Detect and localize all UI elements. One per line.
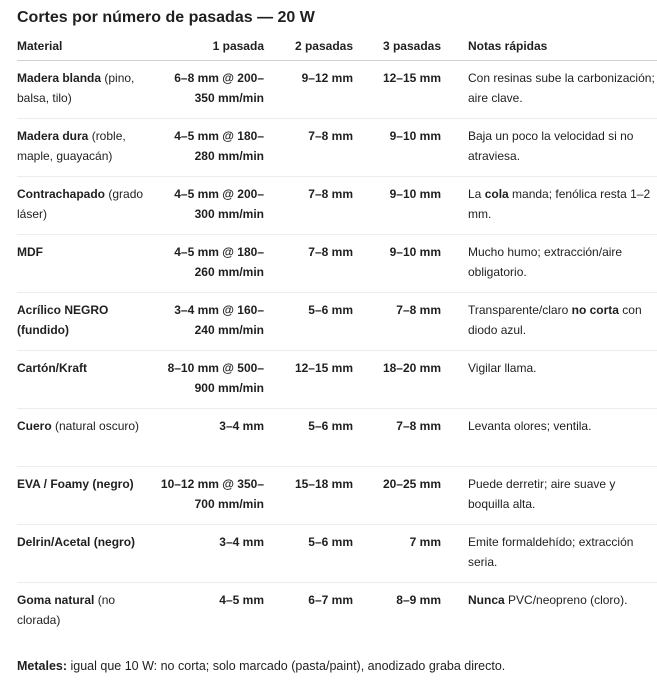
table-row — [17, 467, 657, 525]
cell-notes — [441, 351, 657, 409]
material-name: Contrachapado — [17, 187, 106, 201]
cell-material — [17, 293, 150, 351]
cell-pass1: 4–5 mm @ 200–300 mm/min — [150, 177, 264, 235]
header-material: Material — [17, 37, 150, 61]
table-row — [17, 525, 657, 583]
header-pass2: 2 pasadas — [264, 37, 353, 61]
cell-pass2: 5–6 mm — [264, 525, 353, 583]
material-name: Madera dura — [17, 129, 89, 143]
cell-notes — [441, 293, 657, 351]
notes-text: Puede derretir; aire suave y boquilla alta. — [468, 477, 616, 511]
cell-material — [17, 409, 150, 467]
cell-pass1: 6–8 mm @ 200–350 mm/min — [150, 61, 264, 119]
cell-pass3: 12–15 mm — [353, 61, 441, 119]
cell-pass3: 9–10 mm — [353, 119, 441, 177]
page-title: Cortes por número de pasadas — 20 W — [17, 9, 315, 26]
material-detail: (grado láser) — [17, 187, 144, 221]
material-name: Goma natural — [17, 593, 95, 607]
cell-pass2: 7–8 mm — [264, 119, 353, 177]
material-detail: (roble, maple, guayacán) — [17, 129, 126, 163]
cell-pass3: 18–20 mm — [353, 351, 441, 409]
notes-text: Transparente/claro — [468, 303, 572, 317]
cell-pass1: 8–10 mm @ 500–900 mm/min — [150, 351, 264, 409]
material-detail: (no clorada) — [17, 593, 116, 627]
table-body — [17, 61, 657, 641]
footer-text: igual que 10 W: no corta; solo marcado (pasta/paint), anodizado graba directo. — [67, 659, 506, 673]
cell-pass2: 5–6 mm — [264, 293, 353, 351]
table-row — [17, 235, 657, 293]
cell-pass2: 7–8 mm — [264, 235, 353, 293]
cell-pass3: 9–10 mm — [353, 177, 441, 235]
cell-pass1: 4–5 mm — [219, 593, 264, 607]
header-pass1: 1 pasada — [150, 37, 264, 61]
cell-pass2: 5–6 mm — [264, 409, 353, 467]
material-detail: (pino, balsa, tilo) — [17, 71, 135, 105]
cell-material — [17, 61, 150, 119]
cell-notes — [441, 583, 657, 641]
notes-emphasis: cola — [484, 187, 509, 201]
material-name: Madera blanda — [17, 71, 102, 85]
cell-notes — [441, 235, 657, 293]
document — [17, 0, 655, 687]
cell-pass2: 9–12 mm — [264, 61, 353, 119]
cell-pass3: 7–8 mm — [353, 293, 441, 351]
cell-pass1: 3–4 mm @ 160–240 mm/min — [150, 293, 264, 351]
cell-notes — [441, 409, 657, 467]
notes-emphasis: Nunca — [468, 593, 505, 607]
table-header-row — [17, 37, 657, 61]
cell-material — [17, 235, 150, 293]
table-row — [17, 583, 657, 641]
cuts-table — [17, 37, 657, 640]
cell-pass2: 6–7 mm — [308, 593, 353, 607]
cell-pass3: 7–8 mm — [353, 409, 441, 467]
cell-material — [17, 177, 150, 235]
cell-pass3: 8–9 mm — [396, 593, 441, 607]
cell-notes — [441, 467, 657, 525]
notes-text: Mucho humo; extracción/aire obligatorio. — [468, 245, 623, 279]
cell-material — [17, 119, 150, 177]
notes-text: La — [468, 187, 485, 201]
notes-text-after: PVC/neopreno (cloro). — [504, 593, 628, 607]
cell-pass2: 7–8 mm — [264, 177, 353, 235]
table-row — [17, 409, 657, 467]
notes-text: Baja un poco la velocidad si no atraviesa. — [468, 129, 634, 163]
cell-notes — [441, 525, 657, 583]
material-name: Acrílico NEGRO (fundido) — [17, 303, 109, 337]
cell-material — [17, 351, 150, 409]
table-row — [17, 177, 657, 235]
cell-pass1: 3–4 mm — [150, 409, 264, 467]
material-name: EVA / Foamy (negro) — [17, 477, 134, 491]
footer-note — [17, 659, 505, 673]
notes-text: Levanta olores; ventila. — [468, 419, 592, 433]
notes-text-after: con diodo azul. — [468, 303, 642, 337]
cell-pass2: 12–15 mm — [264, 351, 353, 409]
cell-notes — [441, 119, 657, 177]
cell-pass1: 3–4 mm — [150, 525, 264, 583]
material-detail: (natural oscuro) — [51, 419, 140, 433]
cell-pass1: 4–5 mm @ 180–280 mm/min — [150, 119, 264, 177]
material-name: Cartón/Kraft — [17, 361, 88, 375]
material-name: MDF — [17, 245, 43, 259]
header-notes: Notas rápidas — [441, 37, 657, 61]
cell-material — [17, 583, 150, 641]
cell-notes — [441, 177, 657, 235]
cell-material — [17, 467, 150, 525]
footer-label: Metales: — [17, 659, 68, 673]
notes-text: Emite formaldehído; extracción seria. — [468, 535, 634, 569]
cell-pass3: 7 mm — [353, 525, 441, 583]
notes-text-after: manda; fenólica resta 1–2 mm. — [468, 187, 651, 221]
cell-notes — [441, 61, 657, 119]
cell-pass1: 10–12 mm @ 350–700 mm/min — [150, 467, 264, 525]
notes-emphasis: no corta — [571, 303, 619, 317]
table-row — [17, 61, 657, 119]
notes-text: Con resinas sube la carbonización; aire clave. — [468, 71, 655, 105]
cell-material — [17, 525, 150, 583]
cell-pass1: 4–5 mm @ 180–260 mm/min — [150, 235, 264, 293]
header-pass3: 3 pasadas — [353, 37, 441, 61]
material-name: Cuero — [17, 419, 52, 433]
table-row — [17, 293, 657, 351]
table-row — [17, 119, 657, 177]
table-row — [17, 351, 657, 409]
cell-pass3: 9–10 mm — [353, 235, 441, 293]
notes-text: Vigilar llama. — [468, 361, 537, 375]
cell-pass3: 20–25 mm — [353, 467, 441, 525]
material-name: Delrin/Acetal (negro) — [17, 535, 136, 549]
cell-pass2: 15–18 mm — [264, 467, 353, 525]
